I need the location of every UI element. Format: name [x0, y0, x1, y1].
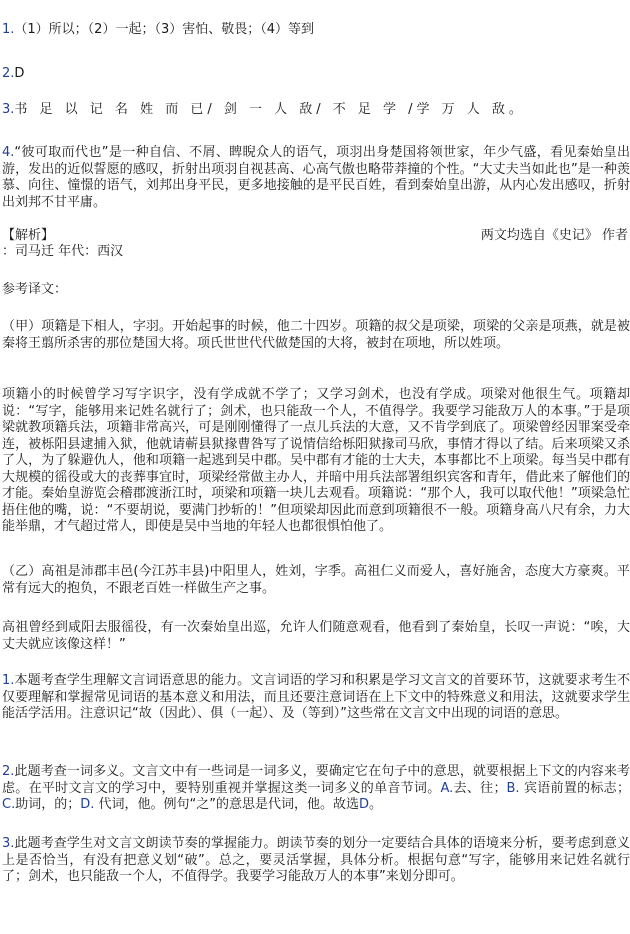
- answer-number: 1.: [2, 22, 15, 37]
- answer-number: 3.: [2, 102, 15, 117]
- sentence-end: 。: [369, 797, 383, 812]
- option-d-text: 代词，他。例句“之”的意思是代词，他。故选: [94, 797, 359, 812]
- explain-3: [2, 836, 630, 886]
- option-b-text: 宾语前置的标志；: [519, 780, 630, 796]
- option-a-text: 去、往；: [453, 780, 507, 796]
- source-note-cont: ：司马迁 年代：西汉: [2, 244, 124, 259]
- answer-choice: D: [359, 797, 370, 812]
- answer-4: [2, 145, 630, 211]
- answer-text: D: [14, 66, 25, 81]
- option-c-label: C.: [2, 797, 16, 812]
- explain-2: [2, 764, 630, 814]
- explain-number: 2.: [2, 764, 15, 779]
- source-note: 两文均选自《史记》 作者: [480, 228, 628, 243]
- explain-number: 1.: [2, 673, 15, 688]
- explain-1: [2, 673, 630, 723]
- explain-number: 3.: [2, 836, 15, 851]
- answer-number: 2.: [2, 66, 15, 81]
- answer-3: [2, 102, 630, 119]
- option-a-label: A.: [440, 780, 454, 796]
- paragraph-jia-1: （甲）项籍是下相人，字羽。开始起事的时候，他二十四岁。项籍的叔父是项梁，项梁的父亲是项燕，就是被秦将王翦所杀害的那位楚国大将。项氏世世代代做楚国的大将，被封在项地，所以姓项。: [2, 319, 630, 351]
- explain-text: 此题考查学生对文言文朗读节奏的掌握能力。朗读节奏的划分一定要结合具体的语境来分析，要考虑到意义上是否恰当，有没有把意义划“破”。总之，要灵活掌握，具体分析。根据句意“写字，能够用来记姓名就行了；剑术，也只能敌一个人，不值得学。我要学习能敌万人的本事”来划分即可。: [2, 836, 630, 884]
- answer-1: [2, 22, 630, 39]
- option-b-label: B.: [506, 780, 520, 796]
- option-d-label: D.: [80, 797, 95, 812]
- answer-text: 书 足 以 记 名 姓 而 已/ 剑 一 人 敌/ 不 足 学 /学 万 人 敌。: [14, 102, 526, 117]
- paragraph-yi-1: （乙）高祖是沛郡丰邑(今江苏丰县)中阳里人，姓刘，字季。高祖仁义而爱人，喜好施舍，态度大方豪爽。平常有远大的抱负，不跟老百姓一样做生产之事。: [2, 564, 630, 596]
- analysis-header: [2, 228, 630, 245]
- paragraph-jia-2: 项籍小的时候曾学习写字识字，没有学成就不学了；又学习剑术，也没有学成。项梁对他很生气。项籍却说：“写字，能够用来记姓名就行了；剑术，也只能敌一个人，不值得学。我要学习能敌万人的本事。”于是项梁就教项籍兵法，项籍非常高兴，可是刚刚懂得了一点儿兵法的大意，又不肯学到底了。项梁曾经因罪案受牵连，被栎阳县逮捕入狱，他就请蕲县狱掾曹咎写了说情信给栎阳狱掾司马欣，事情才得以了结。后来项梁又杀了人，为了躲避仇人，他和项籍一起逃到吴中郡。吴中郡有才能的士大夫，本事都比不上项梁。每当吴中郡有大规模的徭役或大的丧葬事宜时，项梁经常做主办人，并暗中用兵法部署组织宾客和青年，借此来了解他们的才能。秦始皇游览会稽郡渡浙江时，项梁和项籍一块儿去观看。项籍说：“那个人，我可以取代他！”项梁急忙捂住他的嘴，说：“不要胡说，要满门抄斩的！”但项梁却因此而意到项籍很不一般。项籍身高八尺有余，力大能举鼎，才气超过常人，即使是吴中当地的年轻人也都很惧怕他了。: [2, 387, 630, 534]
- answer-text: “彼可取而代也”是一种自信、不屑、睥睨众人的语气，项羽出身楚国将领世家，年少气盛，看见秦始皇出游，发出的近似誓愿的感叹，折射出项羽自视甚高、心高气傲也略带莽撞的个性。“大丈夫当如此也”是一种羡慕、向往、憧憬的语气，刘邦出身平民，更多地接触的是平民百姓，看到秦始皇出游，从内心发出感叹，折射出刘邦不甘平庸。: [2, 145, 630, 210]
- option-c-text: 助词，的；: [15, 797, 81, 812]
- explain-text: 本题考查学生理解文言词语意思的能力。文言词语的学习和积累是学习文言文的首要环节，这就要求考生不仅要理解和掌握常见词语的基本意义和用法，而且还要注意词语在上下文中的特殊意义和用法，这就要求学生能活学活用。注意识记“故（因此）、俱（一起）、及（等到）”这些常在文言文中出现的词语的意思。: [2, 673, 630, 721]
- answer-number: 4.: [2, 145, 15, 160]
- answer-2: [2, 66, 630, 83]
- paragraph-yi-2: 高祖曾经到咸阳去服徭役，有一次秦始皇出巡，允许人们随意观看，他看到了秦始皇，长叹一声说：“唉，大丈夫就应该像这样！”: [2, 620, 630, 652]
- translation-heading: 参考译文：: [2, 282, 68, 297]
- explain-text: 此题考查一词多义。文言文中有一些词是一词多义，要确定它在句子中的意思，就要根据上下文的内容来考虑。在平时文言文的学习中，要特别重视并掌握这类一词多义的单音节词。: [2, 764, 630, 796]
- analysis-label: 【解析】: [2, 228, 55, 243]
- answer-text: （1）所以；（2）一起；（3）害怕、敬畏；（4）等到: [14, 22, 314, 37]
